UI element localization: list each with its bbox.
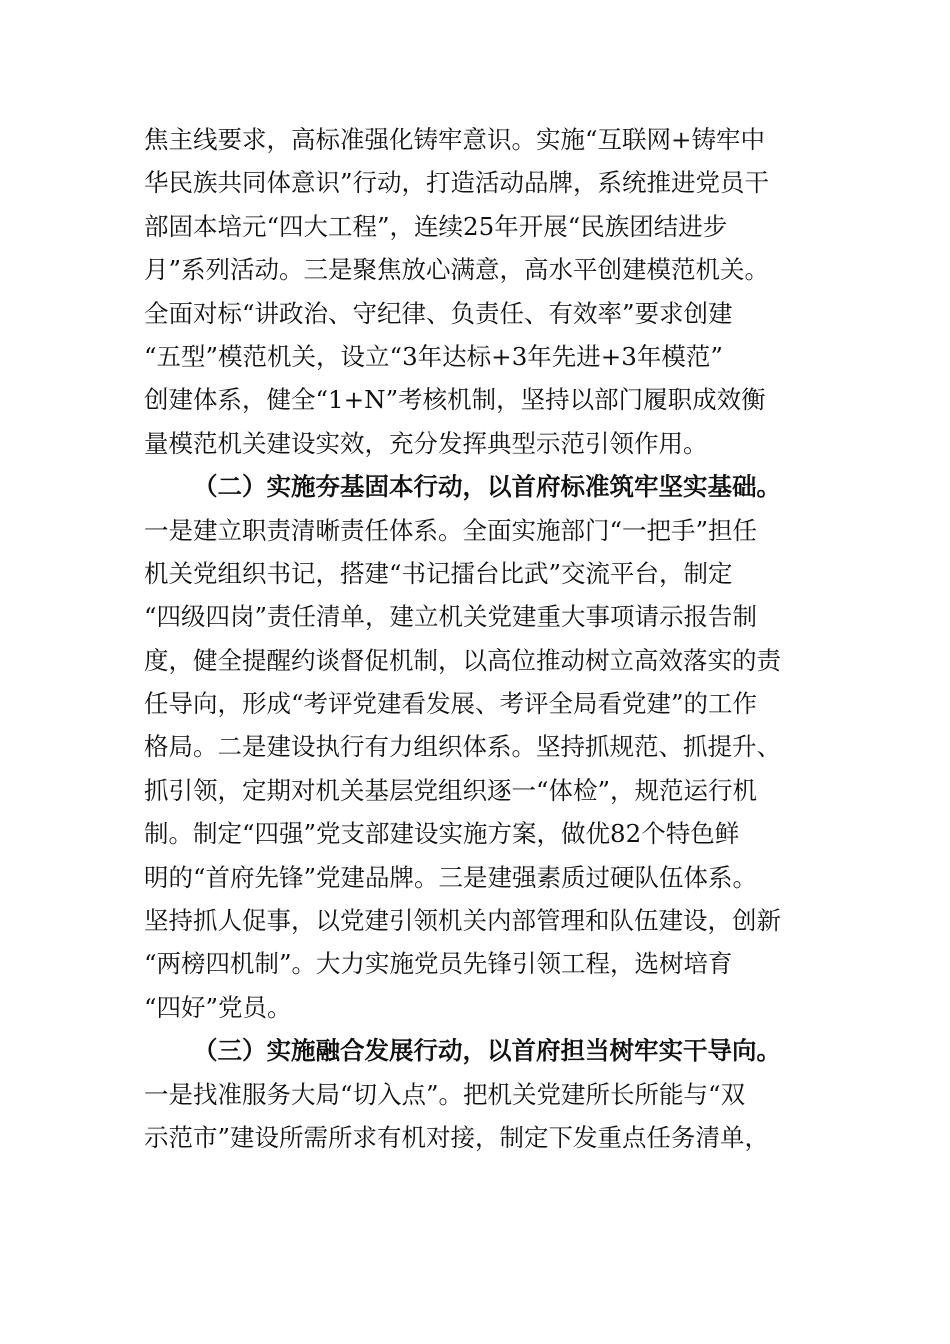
text-line: 全面对标“讲政治、守纪律、负责任、有效率”要求创建 bbox=[144, 298, 733, 328]
text-line: 华民族共同体意识”行动，打造活动品牌，系统推进党员干 bbox=[144, 168, 770, 198]
section-heading: （二）实施夯基固本行动，以首府标准筑牢坚实基础。 bbox=[193, 472, 781, 502]
text-line: 任导向，形成“考评党建看发展、考评全局看党建”的工作 bbox=[144, 689, 758, 719]
text-line: 制。制定“四强”党支部建设实施方案，做优82个特色鲜 bbox=[144, 819, 740, 849]
section-heading: （三）实施融合发展行动，以首府担当树牢实干导向。 bbox=[193, 1036, 781, 1066]
text-line: “四级四岗”责任清单，建立机关党建重大事项请示报告制 bbox=[144, 602, 758, 632]
text-line: 坚持抓人促事，以党建引领机关内部管理和队伍建设，创新 bbox=[144, 906, 781, 936]
text-line: 一是找准服务大局“切入点”。把机关党建所长所能与“双 bbox=[144, 1079, 746, 1109]
text-line: 格局。二是建设执行有力组织体系。坚持抓规范、抓提升、 bbox=[144, 732, 781, 762]
text-line: “两榜四机制”。大力实施党员先锋引领工程，选树培育 bbox=[144, 949, 733, 979]
paragraph-2 bbox=[144, 465, 810, 1029]
text-line: 部固本培元“四大工程”，连续25年开展“民族团结进步 bbox=[144, 211, 728, 241]
paragraph-3 bbox=[144, 1029, 810, 1159]
document-page bbox=[144, 118, 810, 1159]
text-line: 月”系列活动。三是聚焦放心满意，高水平创建模范机关。 bbox=[144, 255, 770, 285]
text-line: 度，健全提醒约谈督促机制，以高位推动树立高效落实的责 bbox=[144, 645, 781, 675]
text-line: 机关党组织书记，搭建“书记擂台比武”交流平台，制定 bbox=[144, 558, 733, 588]
text-line: “五型”模范机关，设立“3年达标+3年先进+3年模范” bbox=[144, 341, 723, 371]
text-line: 示范市”建设所需所求有机对接，制定下发重点任务清单， bbox=[144, 1122, 770, 1152]
text-line: “四好”党员。 bbox=[144, 992, 292, 1022]
text-line: 抓引领，定期对机关基层党组织逐一“体检”，规范运行机 bbox=[144, 775, 758, 805]
text-line: 一是建立职责清晰责任体系。全面实施部门“一把手”担任 bbox=[144, 515, 758, 545]
text-line: 量模范机关建设实效，充分发挥典型示范引领作用。 bbox=[144, 428, 708, 458]
paragraph-1 bbox=[144, 118, 810, 465]
text-line: 创建体系，健全“1+N”考核机制，坚持以部门履职成效衡 bbox=[144, 385, 766, 415]
text-line: 焦主线要求，高标准强化铸牢意识。实施“互联网+铸牢中 bbox=[144, 125, 766, 154]
text-line: 明的“首府先锋”党建品牌。三是建强素质过硬队伍体系。 bbox=[144, 862, 758, 892]
